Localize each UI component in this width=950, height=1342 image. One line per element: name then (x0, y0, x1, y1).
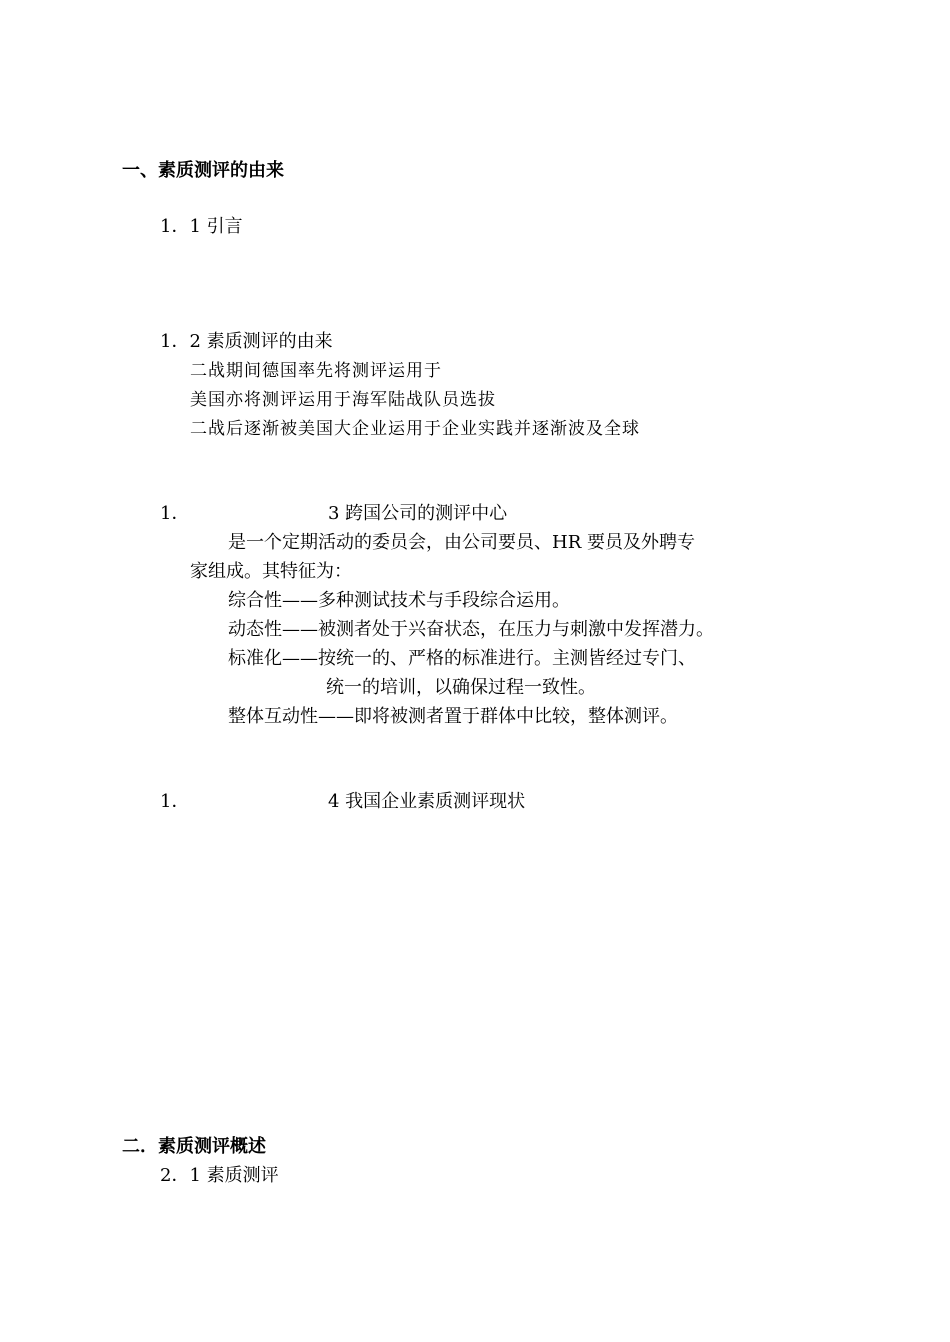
subsection-1-3-paragraph: 家组成。其特征为： (190, 561, 352, 582)
feature-item: 整体互动性——即将被测者置于群体中比较，整体测评。 (228, 706, 678, 727)
subsection-1-2-heading: 1．2 素质测评的由来 (160, 331, 333, 352)
subsection-1-1-heading: 1．1 引言 (160, 216, 243, 237)
subsection-1-4-heading: 4 我国企业素质测评现状 (328, 791, 526, 812)
subsection-2-1-heading: 2．1 素质测评 (160, 1165, 279, 1186)
subsection-1-3-number: 1． (160, 503, 190, 524)
section-2-heading: 二．素质测评概述 (122, 1136, 266, 1157)
subsection-1-2-line: 二战后逐渐被美国大企业运用于企业实践并逐渐波及全球 (190, 419, 640, 439)
subsection-1-3-paragraph: 是一个定期活动的委员会，由公司要员、HR 要员及外聘专 (228, 532, 695, 553)
subsection-1-2-line: 二战期间德国率先将测评运用于 (190, 361, 442, 381)
feature-item: 综合性——多种测试技术与手段综合运用。 (228, 590, 570, 611)
feature-item-continuation: 统一的培训，以确保过程一致性。 (326, 677, 596, 698)
feature-item: 标准化——按统一的、严格的标准进行。主测皆经过专门、 (228, 648, 696, 669)
subsection-1-4-number: 1． (160, 791, 190, 812)
subsection-1-3-heading: 3 跨国公司的测评中心 (328, 503, 508, 524)
section-1-heading: 一、素质测评的由来 (122, 160, 284, 181)
feature-item: 动态性——被测者处于兴奋状态，在压力与刺激中发挥潜力。 (228, 619, 714, 640)
subsection-1-2-line: 美国亦将测评运用于海军陆战队员选拔 (190, 390, 496, 410)
